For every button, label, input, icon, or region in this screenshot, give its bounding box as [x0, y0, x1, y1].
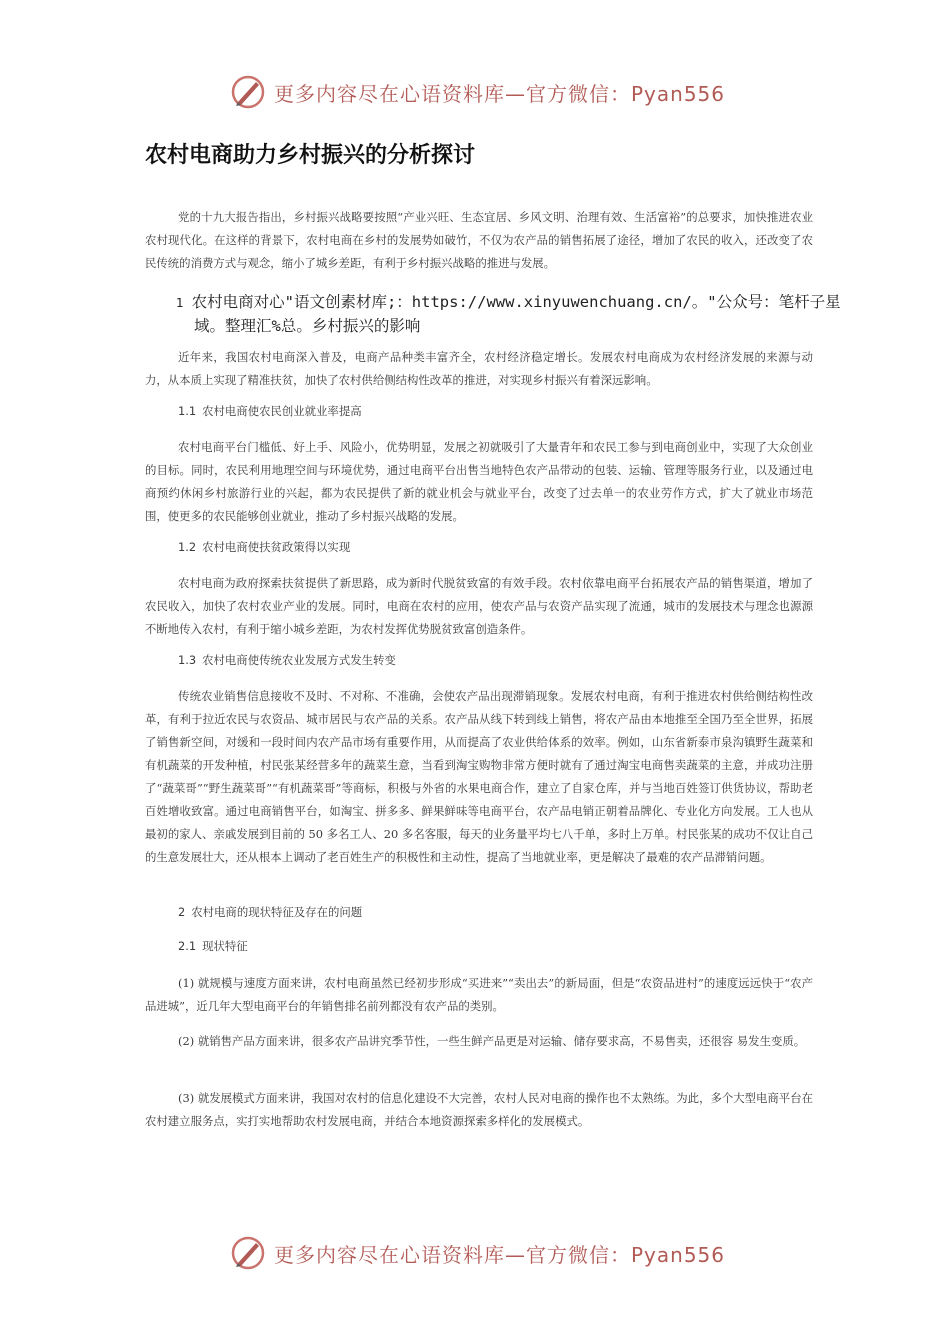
section-1-heading	[176, 291, 844, 338]
section-1-3-paragraph: 传统农业销售信息接收不及时、不对称、不准确，会使农产品出现滞销现象。发展农村电商，有利于推进农村供给侧结构性改革，有利于拉近农民与农资品、城市居民与农产品的关系。农产品从线下转到线上销售，将农产品由本地推至全国乃至全世界，拓展了销售新空间，对缓和一段时间内农产品市场有重要作用，从而提高了农业供给体系的效率。例如，山东省新泰市泉沟镇野生蔬菜和有机蔬菜的开发种植，村民张某经营多年的蔬菜生意，当看到淘宝购物非常方便时就有了通过淘宝电商售卖蔬菜的主意，并成功注册了“蔬菜哥”“野生蔬菜哥”“有机蔬菜哥”等商标，积极与外省的水果电商合作，建立了自家仓库，并与当地百姓签订供货协议，帮助老百姓增收致富。通过电商销售平台，如淘宝、拼多多、鲜果鲜味等电商平台，农产品电销正朝着品牌化、专业化方向发展。工人也从最初的家人、亲戚发展到目前的 50 多名工人、20 多名客服，每天的业务量平均七八千单，多时上万单。村民张某的成功不仅让自己的生意发展壮大，还从根本上调动了老百姓生产的积极性和主动性，提高了当地就业率，更是解决了最难的农产品滞销问题。	[145, 689, 813, 864]
section-1-3-number: 1.3	[178, 653, 197, 667]
item-3-number: (3)	[178, 1091, 195, 1105]
section-1-3-title: 农村电商使传统农业发展方式发生转变	[202, 653, 396, 667]
section-2-title: 农村电商的现状特征及存在的问题	[191, 905, 363, 919]
section-1-2-title: 农村电商使扶贫政策得以实现	[202, 540, 351, 554]
header-banner	[228, 72, 725, 112]
section-1-2-heading	[178, 539, 350, 555]
pen-logo-icon	[228, 1233, 268, 1273]
footer-banner	[228, 1233, 725, 1273]
section-1-2-number: 1.2	[178, 540, 197, 554]
section-1-title: 农村电商对心"语文创素材库;：https://www.xinyuwenchuang.cn/。"公众号：笔杆子星域。整理汇%总。乡村振兴的影响	[191, 293, 841, 335]
section-1-1-paragraph: 农村电商平台门槛低、好上手、风险小，优势明显，发展之初就吸引了大量青年和农民工参与到电商创业中，实现了大众创业的目标。同时，农民利用地理空间与环境优势，通过电商平台出售当地特色农产品带动的包装、运输、管理等服务行业，以及通过电商预约休闲乡村旅游行业的兴起，都为农民提供了新的就业机会与就业平台，改变了过去单一的农业劳作方式，扩大了就业市场范围，使更多的农民能够创业就业，推动了乡村振兴战略的发展。	[145, 440, 813, 523]
section-1-1-title: 农村电商使农民创业就业率提高	[202, 404, 362, 418]
item-3-text: 就发展模式方面来讲，我国对农村的信息化建设不大完善，农村人民对电商的操作也不太熟练。为此，多个大型电商平台在农村建立服务点，实打实地帮助农村发展电商，并结合本地资源探索多样化的发展模式。	[145, 1091, 813, 1128]
banner-text: 更多内容尽在心语资料库—官方微信：Pyan556	[274, 1242, 726, 1267]
section-1-number: 1	[176, 296, 184, 310]
section-1-2-paragraph: 农村电商为政府探索扶贫提供了新思路，成为新时代脱贫致富的有效手段。农村依靠电商平台拓展农产品的销售渠道，增加了农民收入，加快了农村农业产业的发展。同时，电商在农村的应用，使农产品与农资产品实现了流通，城市的发展技术与理念也源源不断地传入农村，有利于缩小城乡差距，为农村发挥优势脱贫致富创造条件。	[145, 576, 813, 636]
section-1-paragraph: 近年来，我国农村电商深入普及，电商产品种类丰富齐全，农村经济稳定增长。发展农村电商成为农村经济发展的来源与动力，从本质上实现了精准扶贫，加快了农村供给侧结构性改革的推进，对实现乡村振兴有着深远影响。	[145, 350, 813, 387]
section-2-heading	[178, 904, 362, 920]
section-2-1-title: 现状特征	[202, 939, 248, 953]
pen-logo-icon	[228, 72, 268, 112]
list-item	[145, 1087, 813, 1133]
item-1-number: (1)	[178, 976, 195, 990]
intro-paragraph: 党的十九大报告指出，乡村振兴战略要按照“产业兴旺、生态宜居、乡风文明、治理有效、生活富裕”的总要求，加快推进农业农村现代化。在这样的背景下，农村电商在乡村的发展势如破竹，不仅为农产品的销售拓展了途径，增加了农民的收入，还改变了农民传统的消费方式与观念，缩小了城乡差距，有利于乡村振兴战略的推进与发展。	[145, 210, 813, 270]
section-2-1-heading	[178, 938, 248, 954]
section-2-number: 2	[178, 905, 186, 919]
list-item	[145, 972, 813, 1018]
item-2-text: 就销售产品方面来讲，很多农产品讲究季节性，一些生鲜产品更是对运输、储存要求高，不易售卖，还很容 易发生变质。	[197, 1034, 806, 1048]
item-2-number: (2)	[178, 1034, 195, 1048]
list-item	[145, 1030, 813, 1053]
item-1-text: 就规模与速度方面来讲，农村电商虽然已经初步形成“买进来”“卖出去”的新局面，但是“农资品进村”的速度远远快于“农产品进城”，近几年大型电商平台的年销售排名前列都没有农产品的类别。	[145, 976, 813, 1013]
page-title: 农村电商助力乡村振兴的分析探讨	[145, 143, 476, 168]
section-1-3-heading	[178, 652, 396, 668]
section-1-1-heading	[178, 403, 362, 419]
banner-text: 更多内容尽在心语资料库—官方微信：Pyan556	[274, 81, 726, 106]
section-2-1-number: 2.1	[178, 939, 197, 953]
section-1-1-number: 1.1	[178, 404, 197, 418]
